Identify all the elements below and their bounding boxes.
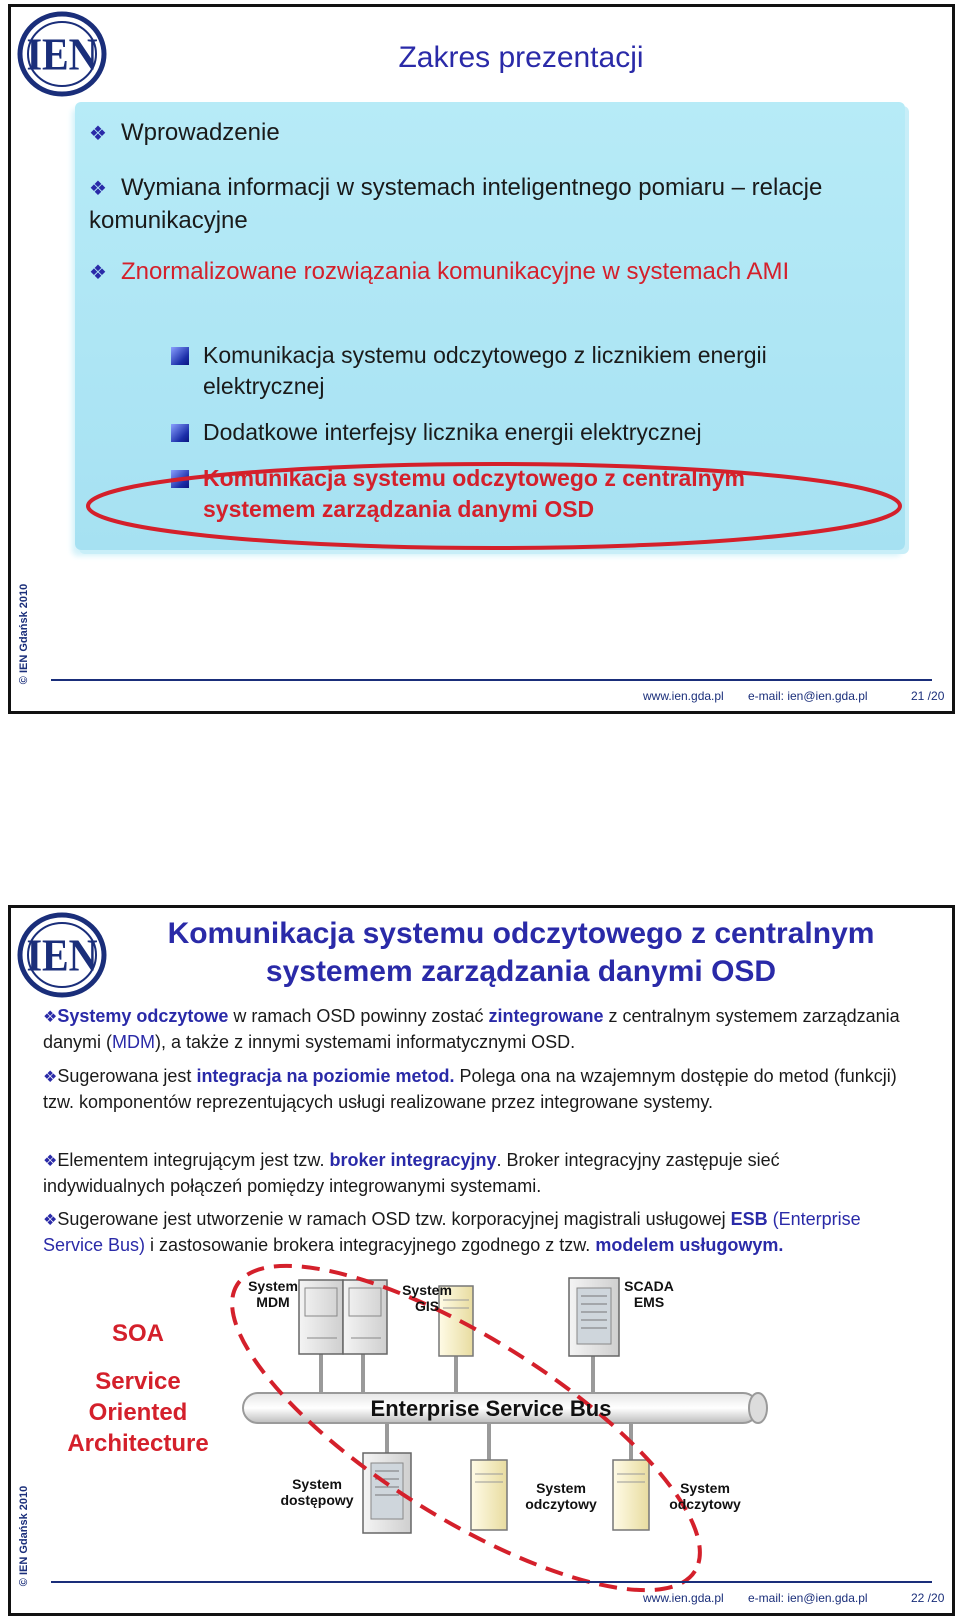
paragraph-2: ❖Sugerowana jest integracja na poziomie metod. Polega ona na wzajemnym dostępie do metod (funkcji) tzw. komponentów reprezentujących usługi realizowane przez integrowane systemy.	[43, 1066, 897, 1112]
soa-abbr: SOA	[111, 1320, 164, 1347]
svg-text:IEN: IEN	[26, 30, 98, 81]
copyright-vertical: © IEN Gdańsk 2010	[18, 1485, 30, 1587]
slide-title: Komunikacja systemu odczytowego z centralnym systemem zarządzania danymi OSD	[167, 917, 875, 988]
slide-title: Zakres prezentacji	[398, 41, 644, 74]
label-system-mdm: System MDM	[248, 1278, 298, 1310]
paragraph-4: ❖Sugerowane jest utworzenie w ramach OSD tzw. korporacyjnej magistrali usługowej ESB (Enterprise Service Bus) i zastosowanie brokera integracyjnego zgodnego z tzw. modelem usługowym.	[43, 1209, 861, 1255]
reading-server-icon	[613, 1460, 649, 1530]
label-system-reading: System odczytowy	[525, 1480, 597, 1512]
page-number: 21 /20	[911, 689, 945, 703]
footer-email: e-mail: ien@ien.gda.pl	[748, 1591, 868, 1605]
reading-server-icon	[471, 1460, 507, 1530]
footer-website: www.ien.gda.pl	[643, 1591, 724, 1605]
footer-website: www.ien.gda.pl	[643, 689, 724, 703]
agenda-subitem-current: Komunikacja systemu odczytowego z centralnym systemem zarządzania danymi OSD	[171, 463, 843, 525]
esb-diagram	[11, 908, 952, 1613]
agenda-item: ❖ Wymiana informacji w systemach inteligentnego pomiaru – relacje komunikacyjne	[89, 174, 823, 234]
label-scada-ems: SCADA EMS	[624, 1278, 674, 1310]
square-bullet-icon	[171, 347, 189, 365]
agenda-subitem: Komunikacja systemu odczytowego z licznikiem energii elektrycznej	[171, 340, 863, 402]
diamond-bullet-icon: ❖	[43, 1212, 58, 1229]
soa-expansion: Service Oriented Architecture	[67, 1368, 209, 1457]
square-bullet-icon	[171, 424, 189, 442]
diamond-bullet-icon: ❖	[89, 262, 107, 284]
label-enterprise-service-bus: Enterprise Service Bus	[370, 1396, 612, 1421]
copyright-vertical: © IEN Gdańsk 2010	[18, 583, 30, 685]
diamond-bullet-icon: ❖	[43, 1009, 58, 1026]
label-system-access: System dostępowy	[280, 1476, 354, 1508]
diamond-bullet-icon: ❖	[43, 1069, 58, 1086]
highlight-ellipse	[83, 459, 905, 553]
diamond-bullet-icon: ❖	[43, 1153, 58, 1170]
slide-21	[8, 4, 955, 714]
label-system-gis: System GIS	[402, 1282, 452, 1314]
footer-divider	[51, 679, 932, 681]
agenda-item: ❖ Wprowadzenie	[89, 119, 280, 146]
ien-logo-icon	[17, 11, 107, 97]
footer-email: e-mail: ien@ien.gda.pl	[748, 689, 868, 703]
diamond-bullet-icon: ❖	[89, 123, 107, 145]
slide-22	[8, 905, 955, 1616]
page-number: 22 /20	[911, 1591, 945, 1605]
footer-divider	[51, 1581, 932, 1583]
agenda-item-current: ❖ Znormalizowane rozwiązania komunikacyjne w systemach AMI	[89, 258, 790, 285]
label-system-reading: System odczytowy	[669, 1480, 741, 1512]
agenda-subitem: Dodatkowe interfejsy licznika energii elektrycznej	[171, 417, 863, 448]
svg-text:IEN: IEN	[26, 931, 98, 982]
paragraph-1: ❖Systemy odczytowe w ramach OSD powinny zostać zintegrowane z centralnym systemem zarządzania danymi (MDM), a także z innymi systemami informatycznymi OSD.	[43, 1006, 900, 1052]
paragraph-3: ❖Elementem integrującym jest tzw. broker integracyjny. Broker integracyjny zastępuje sieć indywidualnych połączeń pomiędzy integrowanymi systemami.	[43, 1150, 780, 1196]
diamond-bullet-icon: ❖	[89, 178, 107, 200]
